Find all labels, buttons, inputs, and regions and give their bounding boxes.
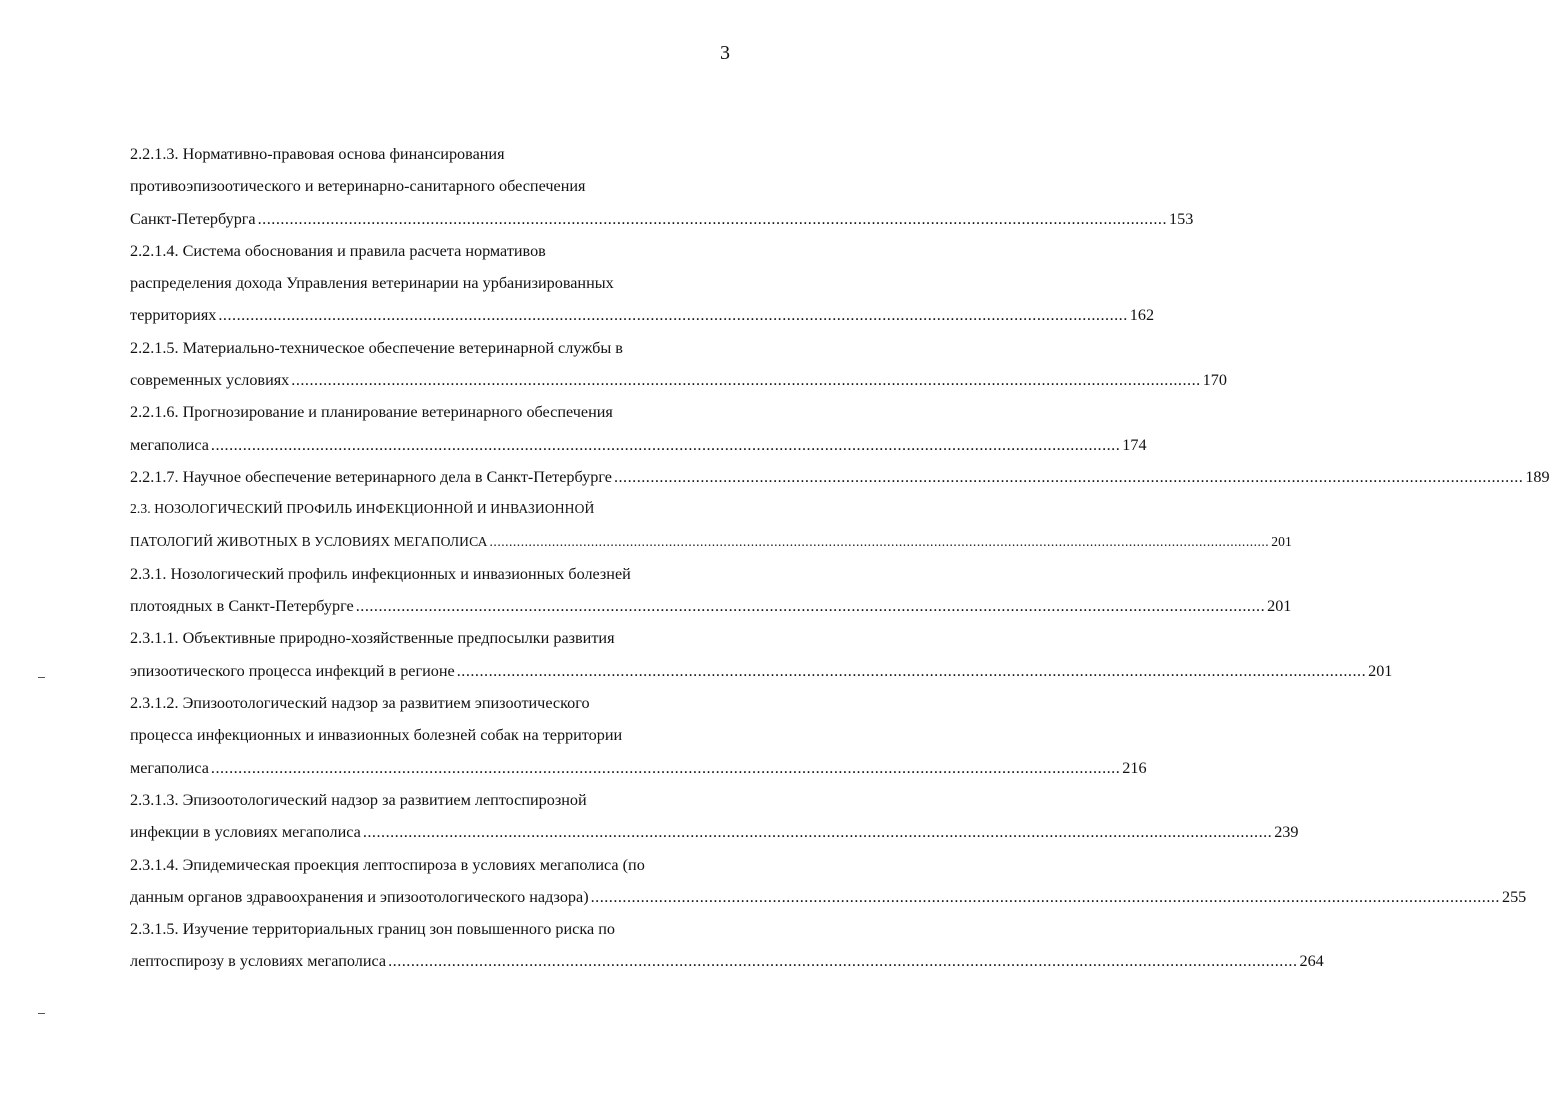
toc-line [130, 881, 1527, 913]
toc-line [130, 816, 1299, 848]
toc-entry-text: плотоядных в Санкт-Петербурге [130, 597, 354, 616]
toc-entry-text: данным органов здравоохранения и эпизоотологического надзора) [130, 887, 589, 906]
toc-page-number: 189 [1525, 467, 1550, 486]
toc-line [130, 945, 1324, 977]
toc-line [130, 364, 1227, 396]
toc-entry-text: эпизоотического процесса инфекций в регионе [130, 661, 455, 680]
dot-leader: ........................................................................................................................................................................................................ [210, 758, 1121, 777]
dot-leader: ........................................................................................................................................................................................................ [291, 371, 1201, 390]
dot-leader: ........................................................................................................................................................................................................ [489, 533, 1270, 549]
toc-page-number: 201 [1267, 597, 1292, 616]
toc-entry-text: процесса инфекционных и инвазионных болезней собак на территории [130, 726, 623, 745]
toc-line [130, 203, 1194, 235]
toc-entry-text: 2.3.1. Нозологический профиль инфекционных и инвазионных болезней [130, 564, 631, 583]
toc-entry-text: территориях [130, 306, 217, 325]
toc-entry-text: 2.2.1.6. Прогнозирование и планирование ветеринарного обеспечения [130, 403, 613, 422]
toc-line [130, 461, 1550, 493]
toc-entry-text: 2.3.1.5. Изучение территориальных границ зон повышенного риска по [130, 920, 615, 939]
toc-entry-text: 2.3.1.3. Эпизоотологический надзор за развитием лептоспирозной [130, 790, 587, 809]
toc-page-number: 216 [1122, 758, 1147, 777]
toc-entry [130, 396, 1147, 461]
toc-page-number: 264 [1299, 952, 1324, 971]
toc-entry [130, 687, 1147, 784]
toc-entry-text: инфекции в условиях мегаполиса [130, 823, 361, 842]
scan-mark [38, 1013, 45, 1014]
toc-entry-text: противоэпизоотического и ветеринарно-санитарного обеспечения [130, 177, 586, 196]
toc-line [130, 299, 1155, 331]
toc-entry-text: мегаполиса [130, 758, 209, 777]
dot-leader: ........................................................................................................................................................................................................ [355, 597, 1266, 616]
toc-entry-text: 2.3.1.1. Объективные природно-хозяйственные предпосылки развития [130, 629, 615, 648]
dot-leader: ........................................................................................................................................................................................................ [388, 952, 1298, 971]
toc-entry-text: 2.3.1.2. Эпизоотологический надзор за развитием эпизоотического [130, 694, 590, 713]
toc-entry [130, 493, 1292, 558]
toc-entry [130, 332, 1227, 397]
dot-leader: ........................................................................................................................................................................................................ [362, 823, 1273, 842]
toc-entry-text: современных условиях [130, 371, 290, 390]
scan-mark [38, 677, 45, 678]
toc-page-number: 174 [1122, 435, 1147, 454]
toc-line [130, 429, 1147, 461]
toc-entry-text: 2.2.1.3. Нормативно-правовая основа финансирования [130, 145, 505, 163]
toc-entry [130, 849, 1527, 914]
toc-entry [130, 558, 1292, 623]
table-of-contents [130, 138, 1550, 978]
dot-leader: ........................................................................................................................................................................................................ [456, 661, 1367, 680]
toc-entry-text: 2.2.1.5. Материально-техническое обеспечение ветеринарной службы в [130, 338, 623, 357]
toc-page-number: 170 [1202, 371, 1227, 390]
toc-page-number: 162 [1129, 306, 1155, 325]
dot-leader: ........................................................................................................................................................................................................ [210, 435, 1121, 454]
toc-entry [130, 622, 1393, 687]
toc-entry-text: 2.2.1.7. Научное обеспечение ветеринарного дела в Санкт-Петербурге [130, 467, 612, 486]
toc-page-number: 153 [1169, 209, 1194, 228]
toc-page-number: 201 [1271, 533, 1292, 549]
page-number: 3 [720, 42, 730, 64]
toc-entry [130, 461, 1550, 493]
dot-leader: ........................................................................................................................................................................................................ [218, 306, 1128, 325]
toc-entry [130, 138, 1194, 235]
dot-leader: ........................................................................................................................................................................................................ [613, 467, 1524, 486]
toc-entry-text: Санкт-Петербурга [130, 209, 256, 228]
toc-line [130, 590, 1292, 622]
toc-entry-text: 2.3.1.4. Эпидемическая проекция лептоспироза в условиях мегаполиса (по [130, 855, 645, 874]
toc-entry [130, 913, 1324, 978]
toc-line [130, 752, 1147, 784]
toc-line [130, 526, 1292, 558]
toc-entry-text: лептоспирозу в условиях мегаполиса [130, 952, 387, 971]
toc-entry-text: 2.3. НОЗОЛОГИЧЕСКИЙ ПРОФИЛЬ ИНФЕКЦИОННОЙ И ИНВАЗИОННОЙ [130, 501, 595, 517]
toc-entry-text: ПАТОЛОГИЙ ЖИВОТНЫХ В УСЛОВИЯХ МЕГАПОЛИСА [130, 533, 488, 549]
toc-entry [130, 784, 1299, 849]
dot-leader: ........................................................................................................................................................................................................ [590, 887, 1500, 906]
toc-entry [130, 235, 1155, 332]
toc-line [130, 655, 1393, 687]
toc-entry-text: распределения дохода Управления ветеринарии на урбанизированных [130, 274, 614, 293]
dot-leader: ........................................................................................................................................................................................................ [257, 209, 1167, 228]
toc-page-number: 201 [1368, 661, 1393, 680]
toc-entry-text: 2.2.1.4. Система обоснования и правила расчета нормативов [130, 241, 546, 260]
toc-entry-text: мегаполиса [130, 435, 209, 454]
toc-page-number: 255 [1501, 887, 1527, 906]
toc-page-number: 239 [1274, 823, 1299, 842]
